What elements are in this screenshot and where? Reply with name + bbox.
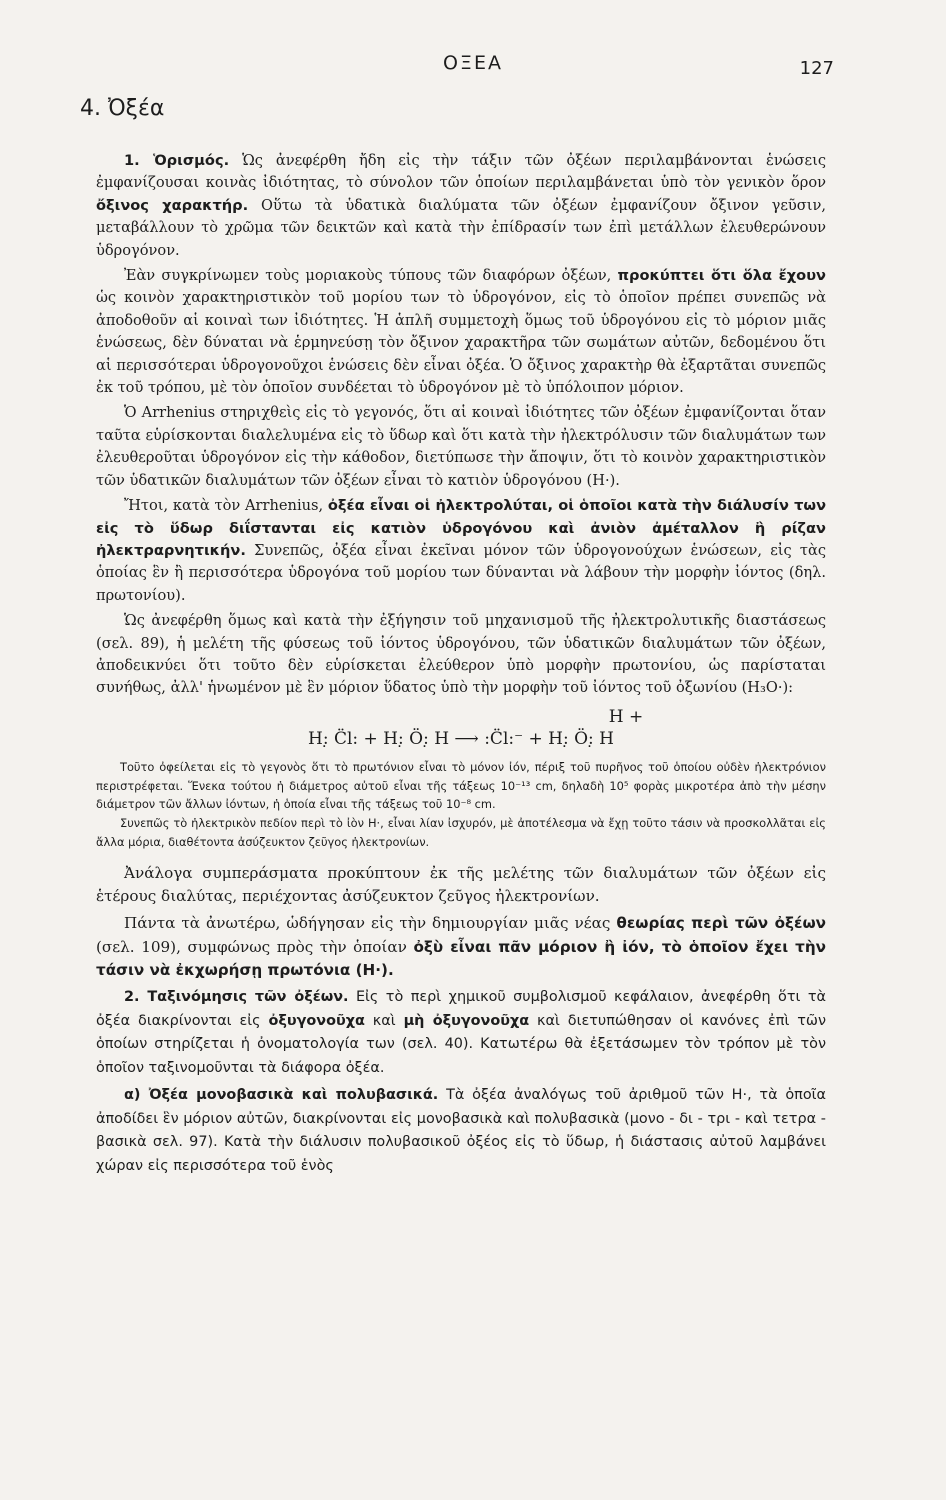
page-number: 127 [799, 58, 834, 79]
emphasis: ὀξέα εἶναι οἱ ἠλεκτρολύται, οἱ ὁποῖοι κατὰ τὴν διάλυσίν των εἰς τὸ ὕδωρ διΐστανται εἰς κατιὸν ὑδρογόνου καὶ ἀνιὸν ἀμέταλλον ἢ ρίζαν ἠλεκτραρνητικήν. [96, 497, 827, 559]
text: Ἐὰν συγκρίνωμεν τοὺς μοριακοὺς τύπους τῶν διαφόρων ὀξέων, [124, 267, 612, 285]
paragraph [96, 610, 826, 700]
footnote [96, 758, 826, 852]
emphasis: μὴ ὀξυγονοῦχα [403, 1012, 530, 1029]
paragraph [96, 862, 826, 909]
section-1-title: 1. Ὁρισμός. [124, 152, 230, 169]
text: Εἰς τὸ περὶ χημικοῦ συμβολισμοῦ κεφάλαιον, ἀνεφέρθη ὅτι τὰ ὀξέα διακρίνονται εἰς [96, 988, 826, 1029]
emphasis: ὀξὺ εἶναι πᾶν μόριον ἢ ἰόν, τὸ ὁποῖον ἔχει τὴν τάσιν νὰ ἐκχωρήσῃ πρωτόνια (H·). [96, 937, 827, 980]
text: ὡς κοινὸν χαρακτηριστικὸν τοῦ μορίου των τὸ ὑδρογόνον, εἰς τὸ ὁποῖον πρέπει συνεπῶς νὰ ἀποδοθοῦν αἱ κοιναὶ των ἰδιότητες. Ἡ ἁπλῆ συμμετοχὴ ὅμως τοῦ ὑδρογόνου εἰς τὸ μόριον μιᾶς ἑνώσεως, δὲν δύναται νὰ ἑρμηνεύσῃ τὸν ὄξινον χαρακτῆρα τῶν σωμάτων αὐτῶν, δεδομένου ὅτι αἱ περισσότεραι ὑδρογονοῦχοι ἑνώσεις δὲν εἶναι ὀξέα. Ὁ ὄξινος χαρακτὴρ θὰ ἐξαρτᾶται συνεπῶς ἐκ τοῦ τρόπου, μὲ τὸν ὁποῖον συνδέεται τὸ ὑδρογόνον μὲ τὸ ὑπόλοιπον μόριον. [96, 289, 826, 397]
text: Συνεπῶς, ὀξέα εἶναι ἐκεῖναι μόνον τῶν ὑδρογονούχων ἑνώσεων, εἰς τὰς ὁποίας ἓν ἢ περισσότερα ὑδρογόνα τοῦ μορίου των δύνανται νὰ λάβουν τὴν μορφὴν ἰόντος (δηλ. πρωτονίου). [96, 541, 827, 604]
text: Ὁ Arrhenius στηριχθεὶς εἰς τὸ γεγονός, ὅτι αἱ κοιναὶ ἰδιότητες τῶν ὀξέων ἐμφανίζονται ὅταν ταῦτα εὑρίσκονται διαλελυμένα εἰς τὸ ὕδωρ καὶ ὅτι κατὰ τὴν ἠλεκτρόλυσιν τῶν διαλυμάτων των ἐλευθεροῦται ὑδρογόνον εἰς τὴν κάθοδον, διετύπωσε τὴν ἄποψιν, ὅτι τὸ κοινὸν χαρακτηριστικὸν τῶν ὑδατικῶν διαλυμάτων τῶν ὀξέων εἶναι τὸ κατιὸν ὑδρογόνου (H·). [96, 404, 826, 489]
equation-main: H:̣ C̈l: + H:̣ Ö:̣ H ⟶ :C̈l:⁻ + H:̣ Ö:̣ H [308, 728, 614, 749]
emphasis: ὀξυγονοῦχα [268, 1012, 365, 1029]
paragraph-classification [96, 986, 826, 1081]
paragraph [96, 912, 826, 983]
running-head: ΟΞΕΑ [443, 52, 503, 74]
equation-top: H + [608, 706, 644, 727]
text: Οὕτω τὰ ὑδατικὰ διαλύματα τῶν ὀξέων ἐμφανίζουν ὄξινον γεῦσιν, μεταβάλλουν τὸ χρῶμα τῶν δεικτῶν καὶ κατὰ τὴν ἐπίδρασίν των ἐπὶ μετάλλων ἐλευθερώνουν ὑδρογόνον. [96, 196, 826, 259]
paragraph [96, 402, 826, 492]
text: (σελ. 109), συμφώνως πρὸς τὴν ὁποίαν [96, 937, 407, 956]
text: καὶ [372, 1012, 396, 1029]
text: καὶ διετυπώθησαν οἱ κανόνες ἐπὶ τῶν ὁποίων στηρίζεται ἡ ὀνοματολογία των (σελ. 40). Κατωτέρω θὰ ἐξετάσωμεν τὸν τρόπον μὲ τὸν ὁποῖον ταξινομοῦνται τὰ διάφορα ὀξέα. [96, 1012, 827, 1077]
paragraph-subsection-a [96, 1084, 826, 1179]
text: Τὰ ὀξέα ἀναλόγως τοῦ ἀριθμοῦ τῶν H·, τὰ ὁποῖα ἀποδίδει ἓν μόριον αὐτῶν, διακρίνονται εἰς μονοβασικὰ καὶ πολυβασικὰ (μονο - δι - τρι - καὶ τετρα - βασικὰ σελ. 97). Κατὰ τὴν διάλυσιν πολυβασικοῦ ὀξέος εἰς τὸ ὕδωρ, ἡ διάστασις αὐτοῦ λαμβάνει χώραν εἰς περισσότερα τοῦ ἑνὸς [96, 1086, 827, 1175]
paragraph [96, 265, 826, 399]
text: Ὡς ἀνεφέρθη ἤδη εἰς τὴν τάξιν τῶν ὀξέων περιλαμβάνονται ἑνώσεις ἐμφανίζουσαι κοινὰς ἰδιότητας, τὸ σύνολον τῶν ὁποίων περιλαμβάνεται ὑπὸ τὸν γενικὸν ὅρον [96, 152, 827, 192]
section-2-title: 2. Ταξινόμησις τῶν ὀξέων. [124, 988, 349, 1005]
footnote-paragraph: Τοῦτο ὀφείλεται εἰς τὸ γεγονὸς ὅτι τὸ πρωτόνιον εἶναι τὸ μόνον ἰόν, πέριξ τοῦ πυρῆνος τοῦ ὁποίου οὐδὲν ἠλεκτρόνιον περιστρέφεται. Ἕνεκα τούτου ἡ διάμετρος αὐτοῦ εἶναι τῆς τάξεως 10⁻¹³ cm, δηλαδὴ 10⁵ φορὰς μικροτέρα ἀπὸ τὴν μέσην διάμετρον τῶν ἄλλων ἰόντων, ἡ ὁποία εἶναι τῆς τάξεως τοῦ 10⁻⁸ cm. [96, 759, 826, 812]
paragraph [96, 495, 826, 607]
chemical-equation [96, 706, 826, 750]
chapter-heading: 4. Ὀξέα [80, 96, 165, 121]
subsection-a-title: α) Ὀξέα μονοβασικὰ καὶ πολυβασικά. [124, 1086, 439, 1103]
footnote-paragraph: Συνεπῶς τὸ ἠλεκτρικὸν πεδίον περὶ τὸ ἰὸν H·, εἶναι λίαν ἰσχυρόν, μὲ ἀποτέλεσμα νὰ ἔχῃ τοῦτο τάσιν νὰ προσκολλᾶται εἰς ἄλλα μόρια, διαθέτοντα ἀσύζευκτον ζεῦγος ἠλεκτρονίων. [96, 816, 826, 849]
text: Πάντα τὰ ἀνωτέρω, ὡδήγησαν εἰς τὴν δημιουργίαν μιᾶς νέας [124, 913, 611, 932]
text: Ἀνάλογα συμπεράσματα προκύπτουν ἐκ τῆς μελέτης τῶν διαλυμάτων τῶν ὀξέων εἰς ἑτέρους διαλύτας, περιέχοντας ἀσύζευκτον ζεῦγος ἠλεκτρονίων. [96, 863, 826, 906]
emphasis: θεωρίας περὶ τῶν ὀξέων [616, 913, 826, 932]
emphasis: προκύπτει ὅτι ὅλα ἔχουν [617, 267, 826, 285]
emphasis: ὄξινος χαρακτήρ. [96, 196, 249, 214]
body-text [96, 150, 826, 1182]
paragraph-definition [96, 150, 826, 262]
text: Ἤτοι, κατὰ τὸν Arrhenius, [124, 497, 324, 515]
text: Ὡς ἀνεφέρθη ὅμως καὶ κατὰ τὴν ἐξήγησιν τοῦ μηχανισμοῦ τῆς ἠλεκτρολυτικῆς διαστάσεως (σελ. 89), ἡ μελέτη τῆς φύσεως τοῦ ἰόντος ὑδρογόνου, τῶν ὑδατικῶν διαλυμάτων τῶν ὀξέων, ἀποδεικνύει ὅτι τοῦτο δὲν εὑρίσκεται ἐλεύθερον ὑπὸ μορφὴν πρωτονίου, ὡς παρίσταται συνήθως, ἀλλ' ἡνωμένον μὲ ἓν μόριον ὕδατος ὑπὸ τὴν μορφὴν τοῦ ἰόντος τοῦ ὀξωνίου (H₃O·): [96, 612, 826, 697]
